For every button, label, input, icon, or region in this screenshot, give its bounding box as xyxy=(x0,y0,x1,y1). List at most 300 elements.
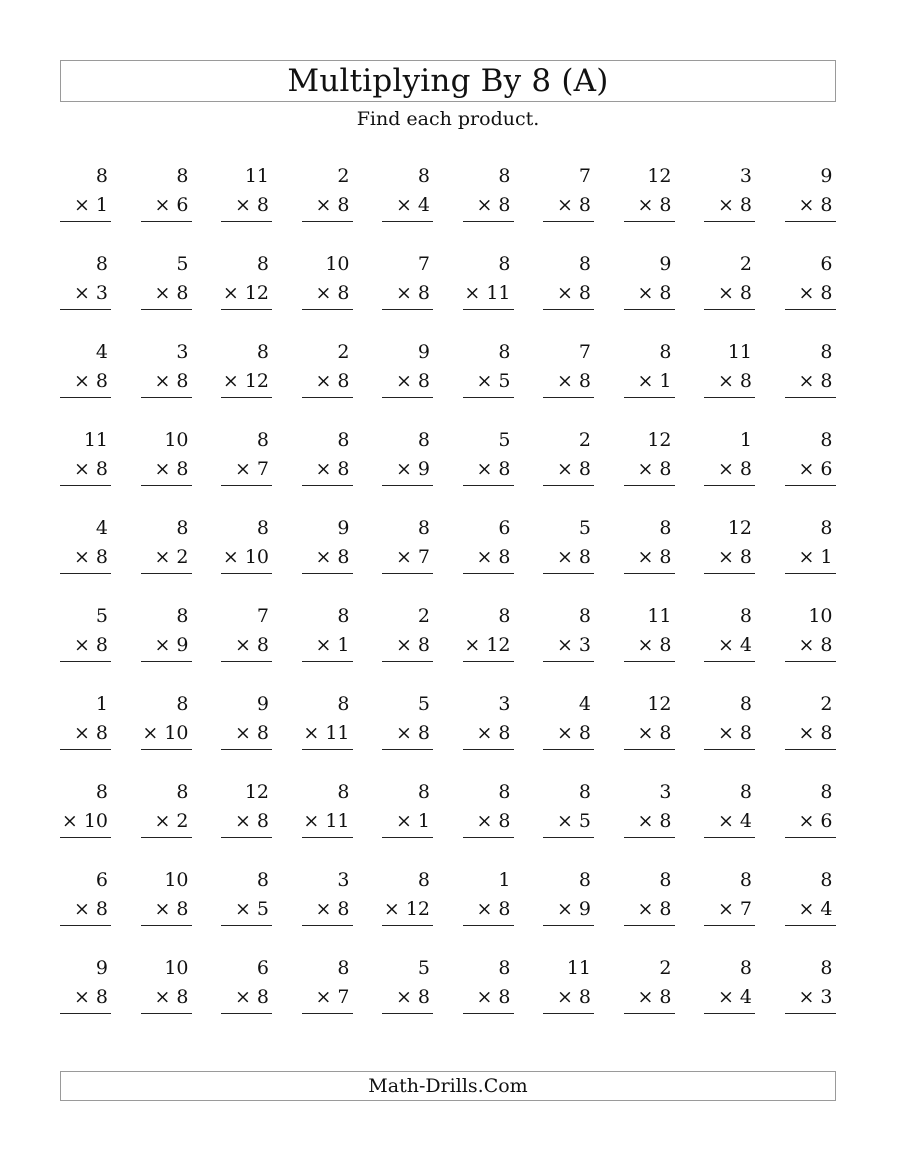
multiplication-problem xyxy=(543,251,594,311)
multiplicand: 8 xyxy=(337,429,350,451)
multiplication-problem xyxy=(221,867,272,927)
multiplicand: 3 xyxy=(337,869,350,891)
multiplicand: 3 xyxy=(176,341,189,363)
answer-line xyxy=(221,661,272,662)
answer-line xyxy=(141,221,192,222)
multiplicand: 8 xyxy=(659,869,672,891)
multiplication-problem xyxy=(221,163,272,223)
answer-line xyxy=(543,1013,594,1014)
answer-line xyxy=(382,309,433,310)
multiplicand: 12 xyxy=(647,165,672,187)
answer-line xyxy=(221,925,272,926)
multiplication-problem xyxy=(543,955,594,1015)
multiplicand: 10 xyxy=(808,605,833,627)
answer-line xyxy=(463,485,514,486)
answer-line xyxy=(382,573,433,574)
multiplicand: 12 xyxy=(647,693,672,715)
answer-line xyxy=(785,397,836,398)
multiplicand: 6 xyxy=(256,957,269,979)
multiplication-problem xyxy=(543,339,594,399)
answer-line xyxy=(543,749,594,750)
multiplier: × 12 xyxy=(383,898,430,920)
multiplier: × 8 xyxy=(476,810,511,832)
footer-box xyxy=(60,1071,836,1101)
answer-line xyxy=(382,837,433,838)
answer-line xyxy=(141,837,192,838)
multiplier: × 9 xyxy=(556,898,591,920)
multiplication-problem xyxy=(60,427,111,487)
multiplicand: 8 xyxy=(256,429,269,451)
answer-line xyxy=(221,309,272,310)
multiplier: × 8 xyxy=(315,194,350,216)
multiplier: × 1 xyxy=(798,546,833,568)
multiplication-problem xyxy=(60,779,111,839)
multiplier: × 8 xyxy=(476,458,511,480)
multiplication-problem xyxy=(141,427,192,487)
multiplier: × 8 xyxy=(476,986,511,1008)
answer-line xyxy=(302,1013,353,1014)
multiplication-problem xyxy=(60,251,111,311)
answer-line xyxy=(785,925,836,926)
answer-line xyxy=(302,221,353,222)
multiplicand: 8 xyxy=(337,957,350,979)
answer-line xyxy=(624,661,675,662)
multiplicand: 8 xyxy=(417,869,430,891)
multiplier: × 8 xyxy=(315,458,350,480)
multiplier: × 8 xyxy=(315,282,350,304)
multiplicand: 8 xyxy=(176,693,189,715)
multiplication-problem xyxy=(141,163,192,223)
multiplicand: 10 xyxy=(164,957,189,979)
multiplication-problem xyxy=(302,867,353,927)
answer-line xyxy=(463,925,514,926)
multiplier: × 8 xyxy=(395,634,430,656)
multiplicand: 7 xyxy=(417,253,430,275)
multiplication-problem xyxy=(463,867,514,927)
multiplication-problem xyxy=(382,603,433,663)
multiplier: × 8 xyxy=(637,458,672,480)
multiplication-problem xyxy=(463,515,514,575)
answer-line xyxy=(302,573,353,574)
multiplier: × 8 xyxy=(556,546,591,568)
multiplier: × 8 xyxy=(556,722,591,744)
multiplication-problem xyxy=(624,867,675,927)
multiplication-problem xyxy=(704,515,755,575)
multiplication-problem xyxy=(382,339,433,399)
answer-line xyxy=(463,661,514,662)
multiplier: × 8 xyxy=(73,722,108,744)
multiplication-problem xyxy=(141,339,192,399)
answer-line xyxy=(60,661,111,662)
multiplication-problem xyxy=(141,779,192,839)
multiplication-problem xyxy=(60,867,111,927)
multiplier: × 8 xyxy=(717,546,752,568)
multiplication-problem xyxy=(141,955,192,1015)
multiplier: × 8 xyxy=(637,810,672,832)
multiplicand: 2 xyxy=(578,429,591,451)
multiplier: × 5 xyxy=(476,370,511,392)
multiplicand: 2 xyxy=(820,693,833,715)
multiplicand: 4 xyxy=(95,517,108,539)
multiplier: × 8 xyxy=(717,370,752,392)
problem-grid xyxy=(60,163,840,1015)
multiplication-problem xyxy=(543,427,594,487)
multiplication-problem xyxy=(463,603,514,663)
multiplier: × 9 xyxy=(154,634,189,656)
multiplicand: 8 xyxy=(95,165,108,187)
multiplication-problem xyxy=(60,339,111,399)
multiplier: × 8 xyxy=(556,458,591,480)
multiplicand: 8 xyxy=(739,781,752,803)
multiplication-problem xyxy=(60,691,111,751)
answer-line xyxy=(704,573,755,574)
multiplication-problem xyxy=(221,427,272,487)
multiplier: × 4 xyxy=(717,810,752,832)
multiplier: × 8 xyxy=(395,282,430,304)
multiplicand: 11 xyxy=(727,341,752,363)
answer-line xyxy=(60,397,111,398)
answer-line xyxy=(543,573,594,574)
multiplier: × 8 xyxy=(234,810,269,832)
multiplicand: 2 xyxy=(739,253,752,275)
multiplication-problem xyxy=(785,691,836,751)
multiplier: × 8 xyxy=(315,370,350,392)
multiplication-problem xyxy=(785,163,836,223)
multiplicand: 3 xyxy=(498,693,511,715)
multiplier: × 8 xyxy=(717,194,752,216)
answer-line xyxy=(624,925,675,926)
multiplier: × 8 xyxy=(154,370,189,392)
worksheet-title: Multiplying By 8 (A) xyxy=(287,62,609,99)
answer-line xyxy=(543,485,594,486)
answer-line xyxy=(141,485,192,486)
multiplier: × 8 xyxy=(154,282,189,304)
multiplication-problem xyxy=(704,339,755,399)
multiplication-problem xyxy=(221,603,272,663)
answer-line xyxy=(382,485,433,486)
multiplication-problem xyxy=(141,515,192,575)
instructions: Find each product. xyxy=(356,108,540,130)
answer-line xyxy=(785,309,836,310)
multiplicand: 8 xyxy=(176,517,189,539)
answer-line xyxy=(141,309,192,310)
multiplication-problem xyxy=(141,603,192,663)
multiplicand: 10 xyxy=(164,869,189,891)
multiplier: × 8 xyxy=(556,986,591,1008)
answer-line xyxy=(141,1013,192,1014)
multiplicand: 8 xyxy=(498,165,511,187)
answer-line xyxy=(463,837,514,838)
multiplicand: 2 xyxy=(659,957,672,979)
answer-line xyxy=(463,1013,514,1014)
multiplier: × 9 xyxy=(395,458,430,480)
multiplication-problem xyxy=(704,779,755,839)
multiplicand: 8 xyxy=(417,517,430,539)
multiplier: × 3 xyxy=(556,634,591,656)
multiplicand: 8 xyxy=(498,605,511,627)
answer-line xyxy=(60,573,111,574)
answer-line xyxy=(141,661,192,662)
answer-line xyxy=(141,573,192,574)
title-box xyxy=(60,60,836,102)
answer-line xyxy=(60,837,111,838)
multiplicand: 11 xyxy=(83,429,108,451)
multiplier: × 8 xyxy=(73,898,108,920)
answer-line xyxy=(543,309,594,310)
answer-line xyxy=(704,221,755,222)
multiplicand: 8 xyxy=(176,165,189,187)
multiplicand: 8 xyxy=(256,341,269,363)
multiplier: × 8 xyxy=(717,722,752,744)
multiplicand: 8 xyxy=(176,781,189,803)
multiplication-problem xyxy=(785,779,836,839)
multiplication-problem xyxy=(382,779,433,839)
answer-line xyxy=(60,485,111,486)
multiplier: × 8 xyxy=(637,986,672,1008)
multiplicand: 1 xyxy=(95,693,108,715)
multiplicand: 5 xyxy=(498,429,511,451)
multiplicand: 9 xyxy=(417,341,430,363)
multiplier: × 5 xyxy=(234,898,269,920)
multiplication-problem xyxy=(543,163,594,223)
answer-line xyxy=(543,221,594,222)
multiplier: × 8 xyxy=(476,898,511,920)
answer-line xyxy=(704,925,755,926)
answer-line xyxy=(302,837,353,838)
multiplicand: 8 xyxy=(578,781,591,803)
answer-line xyxy=(302,661,353,662)
multiplication-problem xyxy=(704,955,755,1015)
multiplicand: 5 xyxy=(578,517,591,539)
multiplication-problem xyxy=(382,427,433,487)
multiplicand: 12 xyxy=(244,781,269,803)
multiplication-problem xyxy=(785,603,836,663)
answer-line xyxy=(624,837,675,838)
multiplicand: 8 xyxy=(498,341,511,363)
multiplier: × 8 xyxy=(798,194,833,216)
multiplier: × 3 xyxy=(798,986,833,1008)
answer-line xyxy=(624,309,675,310)
multiplication-problem xyxy=(704,867,755,927)
answer-line xyxy=(141,925,192,926)
multiplier: × 8 xyxy=(476,194,511,216)
multiplicand: 6 xyxy=(498,517,511,539)
multiplicand: 8 xyxy=(578,253,591,275)
multiplicand: 8 xyxy=(820,517,833,539)
multiplication-problem xyxy=(624,515,675,575)
answer-line xyxy=(543,661,594,662)
multiplication-problem xyxy=(785,867,836,927)
answer-line xyxy=(221,397,272,398)
multiplier: × 8 xyxy=(476,546,511,568)
answer-line xyxy=(624,221,675,222)
multiplication-problem xyxy=(624,955,675,1015)
multiplication-problem xyxy=(302,163,353,223)
multiplication-problem xyxy=(543,779,594,839)
answer-line xyxy=(302,925,353,926)
multiplicand: 10 xyxy=(325,253,350,275)
multiplier: × 8 xyxy=(637,898,672,920)
multiplication-problem xyxy=(785,339,836,399)
multiplier: × 8 xyxy=(717,458,752,480)
answer-line xyxy=(704,1013,755,1014)
multiplier: × 2 xyxy=(154,546,189,568)
multiplicand: 8 xyxy=(739,957,752,979)
multiplier: × 11 xyxy=(464,282,511,304)
answer-line xyxy=(785,1013,836,1014)
multiplier: × 2 xyxy=(154,810,189,832)
multiplication-problem xyxy=(704,427,755,487)
multiplicand: 8 xyxy=(337,781,350,803)
multiplier: × 6 xyxy=(154,194,189,216)
multiplier: × 8 xyxy=(315,546,350,568)
multiplicand: 3 xyxy=(659,781,672,803)
multiplier: × 8 xyxy=(476,722,511,744)
answer-line xyxy=(302,397,353,398)
multiplication-problem xyxy=(60,163,111,223)
multiplier: × 8 xyxy=(395,722,430,744)
multiplicand: 2 xyxy=(337,341,350,363)
answer-line xyxy=(463,397,514,398)
multiplication-problem xyxy=(382,515,433,575)
multiplier: × 8 xyxy=(637,194,672,216)
answer-line xyxy=(624,749,675,750)
multiplicand: 8 xyxy=(417,165,430,187)
multiplication-problem xyxy=(221,515,272,575)
multiplier: × 4 xyxy=(395,194,430,216)
multiplier: × 8 xyxy=(637,722,672,744)
multiplication-problem xyxy=(543,603,594,663)
multiplication-problem xyxy=(785,515,836,575)
answer-line xyxy=(704,309,755,310)
multiplicand: 8 xyxy=(820,429,833,451)
multiplicand: 8 xyxy=(498,957,511,979)
answer-line xyxy=(221,837,272,838)
multiplicand: 4 xyxy=(95,341,108,363)
multiplier: × 8 xyxy=(73,634,108,656)
multiplicand: 8 xyxy=(739,869,752,891)
multiplication-problem xyxy=(302,427,353,487)
multiplicand: 4 xyxy=(578,693,591,715)
multiplier: × 8 xyxy=(234,722,269,744)
multiplication-problem xyxy=(624,163,675,223)
multiplicand: 12 xyxy=(727,517,752,539)
multiplication-problem xyxy=(624,427,675,487)
multiplicand: 11 xyxy=(566,957,591,979)
multiplication-problem xyxy=(624,779,675,839)
multiplicand: 11 xyxy=(647,605,672,627)
answer-line xyxy=(221,1013,272,1014)
multiplication-problem xyxy=(785,427,836,487)
multiplicand: 9 xyxy=(337,517,350,539)
answer-line xyxy=(221,221,272,222)
answer-line xyxy=(704,397,755,398)
multiplication-problem xyxy=(382,163,433,223)
multiplicand: 9 xyxy=(256,693,269,715)
multiplication-problem xyxy=(463,163,514,223)
multiplication-problem xyxy=(463,779,514,839)
multiplication-problem xyxy=(302,251,353,311)
answer-line xyxy=(221,485,272,486)
multiplier: × 8 xyxy=(154,458,189,480)
multiplier: × 4 xyxy=(717,634,752,656)
multiplication-problem xyxy=(624,251,675,311)
multiplier: × 8 xyxy=(798,722,833,744)
multiplication-problem xyxy=(624,691,675,751)
multiplication-problem xyxy=(302,779,353,839)
answer-line xyxy=(624,573,675,574)
multiplicand: 7 xyxy=(256,605,269,627)
multiplication-problem xyxy=(302,339,353,399)
multiplication-problem xyxy=(624,339,675,399)
multiplicand: 8 xyxy=(820,781,833,803)
answer-line xyxy=(60,309,111,310)
multiplier: × 10 xyxy=(222,546,269,568)
answer-line xyxy=(60,1013,111,1014)
answer-line xyxy=(785,573,836,574)
multiplier: × 11 xyxy=(303,810,350,832)
answer-line xyxy=(704,749,755,750)
multiplication-problem xyxy=(704,163,755,223)
answer-line xyxy=(60,221,111,222)
multiplicand: 8 xyxy=(739,693,752,715)
multiplication-problem xyxy=(221,779,272,839)
answer-line xyxy=(704,485,755,486)
multiplication-problem xyxy=(463,251,514,311)
multiplication-problem xyxy=(382,867,433,927)
multiplicand: 8 xyxy=(659,517,672,539)
multiplicand: 11 xyxy=(244,165,269,187)
multiplication-problem xyxy=(543,867,594,927)
multiplier: × 6 xyxy=(798,810,833,832)
multiplication-problem xyxy=(302,603,353,663)
multiplicand: 2 xyxy=(337,165,350,187)
multiplier: × 12 xyxy=(464,634,511,656)
multiplication-problem xyxy=(60,603,111,663)
answer-line xyxy=(463,749,514,750)
multiplicand: 8 xyxy=(739,605,752,627)
multiplication-problem xyxy=(141,251,192,311)
multiplicand: 8 xyxy=(256,869,269,891)
multiplier: × 7 xyxy=(234,458,269,480)
multiplicand: 7 xyxy=(578,165,591,187)
answer-line xyxy=(60,925,111,926)
multiplier: × 10 xyxy=(61,810,108,832)
multiplicand: 8 xyxy=(337,693,350,715)
multiplier: × 8 xyxy=(154,986,189,1008)
multiplication-problem xyxy=(463,955,514,1015)
multiplication-problem xyxy=(60,515,111,575)
multiplication-problem xyxy=(302,515,353,575)
answer-line xyxy=(302,309,353,310)
multiplier: × 6 xyxy=(798,458,833,480)
multiplier: × 5 xyxy=(556,810,591,832)
multiplier: × 3 xyxy=(73,282,108,304)
multiplication-problem xyxy=(141,867,192,927)
multiplication-problem xyxy=(221,955,272,1015)
multiplicand: 8 xyxy=(578,605,591,627)
answer-line xyxy=(463,309,514,310)
multiplier: × 7 xyxy=(315,986,350,1008)
multiplier: × 8 xyxy=(798,634,833,656)
multiplicand: 5 xyxy=(417,693,430,715)
answer-line xyxy=(141,749,192,750)
answer-line xyxy=(382,925,433,926)
multiplication-problem xyxy=(463,691,514,751)
multiplier: × 8 xyxy=(395,370,430,392)
answer-line xyxy=(624,1013,675,1014)
multiplicand: 5 xyxy=(417,957,430,979)
